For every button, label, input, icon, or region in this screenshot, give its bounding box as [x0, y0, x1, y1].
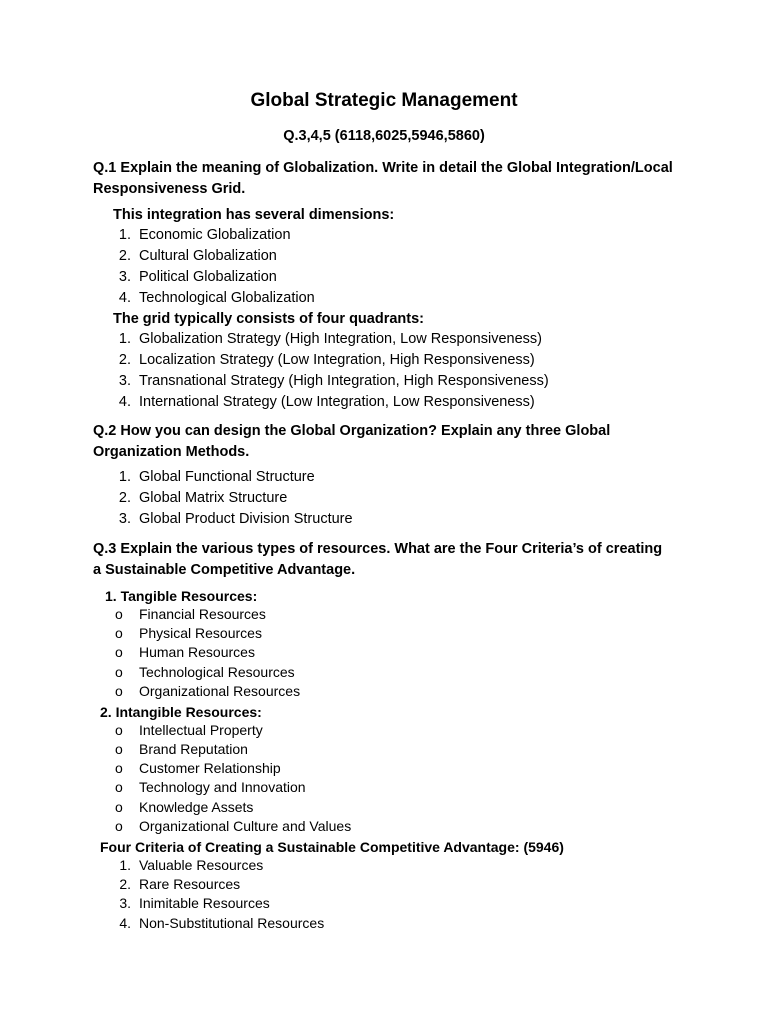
list-text: Political Globalization [139, 269, 277, 285]
q3-tangible-heading: 1. Tangible Resources: [105, 588, 258, 604]
list-text: Global Matrix Structure [139, 490, 288, 506]
list-item [0, 350, 768, 371]
bullet-icon: o [115, 625, 123, 641]
list-item [0, 488, 768, 509]
list-text: Customer Relationship [139, 760, 281, 776]
list-text: Global Functional Structure [139, 469, 315, 485]
list-number: 1. [118, 469, 131, 485]
document-title: Global Strategic Management [250, 90, 518, 111]
bullet-icon: o [115, 606, 123, 622]
list-text: Global Product Division Structure [139, 511, 353, 527]
list-text: Globalization Strategy (High Integration, Low Responsiveness) [139, 331, 542, 347]
list-text: Knowledge Assets [139, 799, 254, 815]
question-3: Q.3 Explain the various types of resources. What are the Four Criteria’s of creating a Sustainable Competitive Advantage. [93, 541, 663, 578]
list-text: Cultural Globalization [139, 248, 277, 264]
list-number: 2. [118, 352, 131, 368]
list-number: 4. [118, 290, 131, 306]
list-item [0, 509, 768, 530]
list-number: 3. [119, 895, 131, 911]
list-number: 3. [118, 269, 131, 285]
list-text: Organizational Culture and Values [139, 818, 352, 834]
list-item [0, 682, 768, 701]
list-item [0, 605, 768, 624]
list-item [0, 288, 768, 309]
list-item [0, 371, 768, 392]
list-text: International Strategy (Low Integration, Low Responsiveness) [139, 394, 535, 410]
list-text: Technological Globalization [139, 290, 315, 306]
list-text: Human Resources [139, 644, 255, 660]
bullet-icon: o [115, 799, 123, 815]
bullet-icon: o [115, 779, 123, 795]
list-number: 3. [118, 511, 131, 527]
list-item [0, 663, 768, 682]
list-item [0, 267, 768, 288]
list-item [0, 856, 768, 875]
list-item [0, 759, 768, 778]
list-number: 2. [118, 490, 131, 506]
q1-dimensions-heading: This integration has several dimensions: [113, 207, 395, 223]
list-item [0, 740, 768, 759]
list-item [0, 721, 768, 740]
list-number: 3. [118, 373, 131, 389]
list-number: 1. [119, 857, 131, 873]
list-item [0, 798, 768, 817]
list-item [0, 875, 768, 894]
bullet-icon: o [115, 741, 123, 757]
document-subtitle: Q.3,4,5 (6118,6025,5946,5860) [283, 128, 485, 144]
q1-grid-heading: The grid typically consists of four quadrants: [113, 311, 424, 327]
bullet-icon: o [115, 760, 123, 776]
list-number: 4. [118, 394, 131, 410]
bullet-icon: o [115, 722, 123, 738]
list-item [0, 624, 768, 643]
list-number: 4. [119, 915, 131, 931]
list-item [0, 392, 768, 413]
list-item [0, 778, 768, 797]
list-text: Brand Reputation [139, 741, 248, 757]
list-text: Financial Resources [139, 606, 266, 622]
list-item [0, 246, 768, 267]
q3-criteria-heading: Four Criteria of Creating a Sustainable Competitive Advantage: (5946) [100, 839, 564, 855]
list-number: 1. [118, 227, 131, 243]
list-number: 2. [119, 876, 131, 892]
list-item [0, 894, 768, 913]
list-number: 2. [118, 248, 131, 264]
list-text: Intellectual Property [139, 722, 263, 738]
list-text: Technological Resources [139, 664, 295, 680]
list-text: Inimitable Resources [139, 895, 270, 911]
list-text: Valuable Resources [139, 857, 264, 873]
bullet-icon: o [115, 644, 123, 660]
question-2: Q.2 How you can design the Global Organization? Explain any three Global Organization Methods. [93, 423, 611, 460]
list-text: Localization Strategy (Low Integration, High Responsiveness) [139, 352, 535, 368]
list-item [0, 467, 768, 488]
list-item [0, 643, 768, 662]
bullet-icon: o [115, 683, 123, 699]
bullet-icon: o [115, 818, 123, 834]
list-text: Rare Resources [139, 876, 241, 892]
list-item [0, 817, 768, 836]
question-1: Q.1 Explain the meaning of Globalization. Write in detail the Global Integration/Local Responsiveness Grid. [93, 160, 673, 197]
list-text: Economic Globalization [139, 227, 291, 243]
list-item [0, 329, 768, 350]
list-text: Technology and Innovation [139, 779, 306, 795]
list-text: Organizational Resources [139, 683, 301, 699]
bullet-icon: o [115, 664, 123, 680]
list-text: Transnational Strategy (High Integration, High Responsiveness) [139, 373, 549, 389]
q3-intangible-heading: 2. Intangible Resources: [100, 704, 262, 720]
list-text: Non-Substitutional Resources [139, 915, 325, 931]
list-text: Physical Resources [139, 625, 262, 641]
list-item [0, 225, 768, 246]
list-number: 1. [118, 331, 131, 347]
list-item [0, 914, 768, 933]
